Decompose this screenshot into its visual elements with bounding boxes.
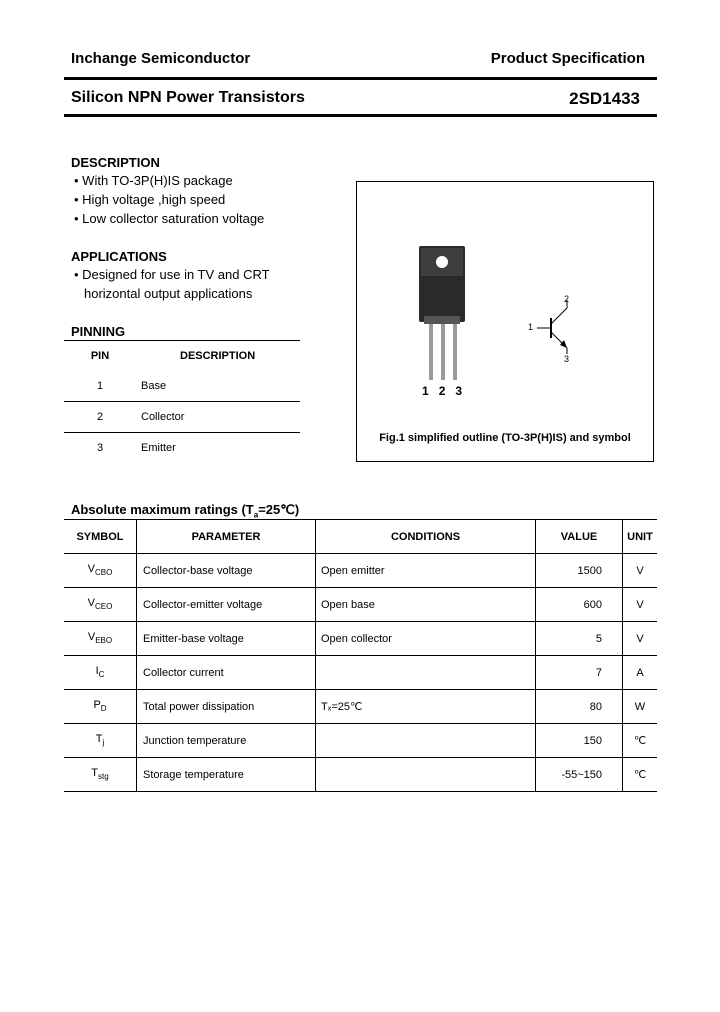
pin-desc: Emitter [141, 442, 176, 454]
lead-labels: 123 [422, 384, 473, 398]
conditions-cell: Open base [316, 588, 536, 622]
pinning-title: PINNING [71, 324, 126, 339]
part-number: 2SD1433 [569, 89, 640, 108]
description-item: • With TO-3P(H)IS package [74, 173, 233, 188]
package-outline-icon [357, 182, 653, 461]
unit-cell: V [623, 622, 658, 656]
figure-caption: Fig.1 simplified outline (TO-3P(H)IS) and symbol [379, 432, 631, 444]
table-row [64, 656, 657, 690]
company-name: Inchange Semiconductor [71, 50, 251, 67]
symbol-base-label: 1 [528, 322, 534, 332]
ratings-table [64, 519, 657, 792]
parameter-cell: Total power dissipation [137, 690, 316, 724]
header-rule [64, 77, 657, 80]
symbol-cell: $T_j$ [64, 724, 137, 758]
value-cell: 600 [536, 588, 623, 622]
value-cell: 1500 [536, 554, 623, 588]
symbol-cell: $I_C$ [64, 656, 137, 690]
unit-cell: ℃ [623, 724, 658, 758]
table-row [64, 622, 657, 656]
parameter-cell: Storage temperature [137, 758, 316, 792]
col-symbol: SYMBOL [64, 520, 137, 554]
value-cell: 80 [536, 690, 623, 724]
description-title: DESCRIPTION [71, 155, 160, 170]
value-cell: -55~150 [536, 758, 623, 792]
table-row [64, 554, 657, 588]
table-row [64, 724, 657, 758]
pin-number: 2 [96, 411, 104, 423]
parameter-cell: Collector current [137, 656, 316, 690]
product-line: Silicon NPN Power Transistors [71, 89, 305, 106]
unit-cell: ℃ [623, 758, 658, 792]
symbol-cell: $P_D$ [64, 690, 137, 724]
symbol-cell: $T_{stg}$ [64, 758, 137, 792]
ratings-header-row [64, 520, 657, 554]
col-conditions: CONDITIONS [316, 520, 536, 554]
ratings-title: Absolute maximum ratings $(T_a=25℃)$ [71, 502, 300, 520]
pin-number: 3 [96, 442, 104, 454]
value-cell: 5 [536, 622, 623, 656]
table-row [64, 588, 657, 622]
pin-desc-header: DESCRIPTION [180, 350, 256, 362]
unit-cell: W [623, 690, 658, 724]
conditions-cell [316, 656, 536, 690]
pin-header: PIN [90, 350, 110, 362]
value-cell: 7 [536, 656, 623, 690]
col-parameter: PARAMETER [137, 520, 316, 554]
applications-list [74, 265, 270, 303]
table-row [64, 758, 657, 792]
description-item: • High voltage ,high speed [74, 192, 226, 207]
pin-desc: Collector [141, 411, 185, 423]
application-item: • Designed for use in TV and CRT [74, 267, 270, 282]
unit-cell: A [623, 656, 658, 690]
conditions-cell: Open collector [316, 622, 536, 656]
col-unit: UNIT [623, 520, 658, 554]
figure-box [356, 181, 654, 462]
table-row [64, 690, 657, 724]
pin-number: 1 [96, 380, 104, 392]
conditions-cell: Tₓ=25℃ [316, 690, 536, 724]
parameter-cell: Collector-emitter voltage [137, 588, 316, 622]
value-cell: 150 [536, 724, 623, 758]
conditions-cell [316, 724, 536, 758]
parameter-cell: Junction temperature [137, 724, 316, 758]
symbol-cell: $V_{CEO}$ [64, 588, 137, 622]
title-rule [64, 114, 657, 117]
unit-cell: V [623, 554, 658, 588]
pinning-table [64, 341, 300, 463]
unit-cell: V [623, 588, 658, 622]
application-item: horizontal output applications [84, 286, 253, 301]
description-item: • Low collector saturation voltage [74, 211, 265, 226]
symbol-emitter-label: 3 [564, 354, 570, 364]
parameter-cell: Collector-base voltage [137, 554, 316, 588]
symbol-cell: $V_{EBO}$ [64, 622, 137, 656]
conditions-cell: Open emitter [316, 554, 536, 588]
parameter-cell: Emitter-base voltage [137, 622, 316, 656]
symbol-collector-label: 2 [564, 294, 570, 304]
conditions-cell [316, 758, 536, 792]
description-list [74, 171, 264, 228]
col-value: VALUE [536, 520, 623, 554]
doc-type: Product Specification [490, 50, 645, 67]
applications-title: APPLICATIONS [71, 249, 167, 264]
pin-desc: Base [141, 380, 167, 392]
symbol-cell: $V_{CBO}$ [64, 554, 137, 588]
